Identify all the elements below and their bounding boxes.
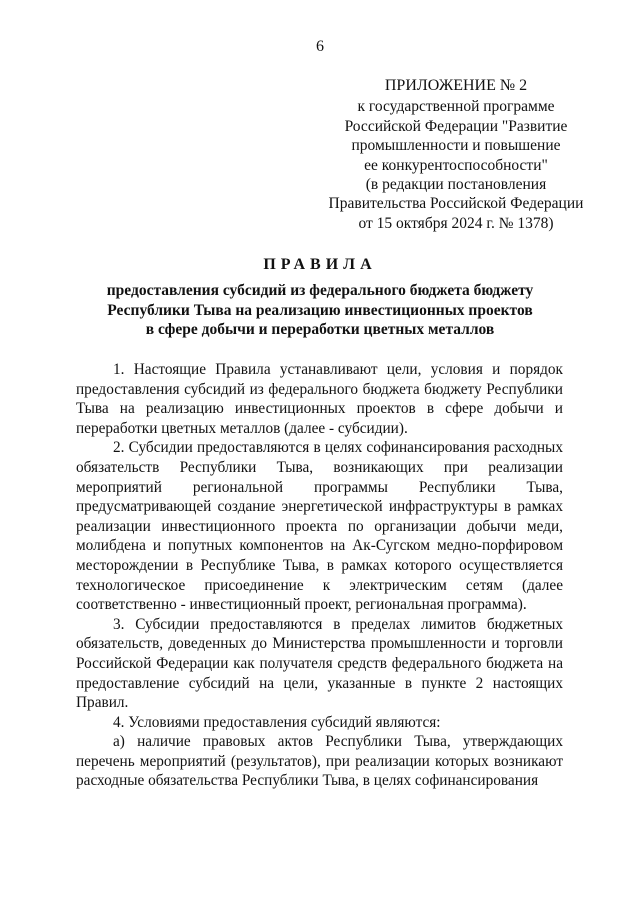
- paragraph-4a: а) наличие правовых актов Республики Тыва, утверждающих перечень мероприятий (результатов), при реализации которых возникают расходные обязательства Республики Тыва, в целях софинансирования: [76, 733, 563, 790]
- appendix-title: ПРИЛОЖЕНИЕ № 2: [384, 77, 528, 94]
- paragraph-4: 4. Условиями предоставления субсидий являются:: [113, 713, 441, 731]
- rules-subtitle-line: в сфере добычи и переработки цветных металлов: [145, 321, 495, 338]
- appendix-line: к государственной программе: [357, 98, 555, 116]
- appendix-line: от 15 октября 2024 г. № 1378): [358, 214, 554, 232]
- appendix-line: Российской Федерации "Развитие: [344, 117, 568, 135]
- appendix-line: ее конкурентоспособности": [364, 156, 548, 174]
- rules-subtitle: [80, 281, 560, 340]
- paragraph-1: 1. Настоящие Правила устанавливают цели, условия и порядок предоставления субсидий из федерального бюджета бюджету Республики Тыва на реализацию инвестиционных проектов в сфере добычи и переработки цветных металлов (далее - субсидии).: [76, 361, 563, 437]
- appendix-line: Правительства Российской Федерации: [328, 195, 584, 213]
- appendix-line: (в редакции постановления: [365, 176, 547, 194]
- rules-title: ПРАВИЛА: [263, 256, 377, 273]
- appendix-header: [290, 76, 622, 233]
- rules-subtitle-line: Республики Тыва на реализацию инвестиционных проектов: [107, 301, 533, 319]
- paragraph-3: 3. Субсидии предоставляются в пределах лимитов бюджетных обязательств, доведенных до Министерства промышленности и торговли Российской Федерации как получателя средств федерального бюджета на предоставление субсидий на цели, указанные в пункте 2 настоящих Правил.: [76, 615, 563, 712]
- rules-subtitle-line: предоставления субсидий из федерального бюджета бюджету: [106, 282, 534, 299]
- document-body: [76, 360, 563, 791]
- appendix-line: промышленности и повышение: [351, 137, 561, 155]
- page-number: 6: [316, 38, 324, 55]
- paragraph-2: 2. Субсидии предоставляются в целях софинансирования расходных обязательств Республики Тыва, возникающих при реализации мероприятий региональной программы Республики Тыва, предусматривающей создание энергетической инфраструктуры в рамках реализации инвестиционного проекта по организации добычи меди, молибдена и попутных компонентов на Ак-Сугском медно-порфировом месторождении в Республике Тыва, в рамках которого осуществляется технологическое присоединение к электрическим сетям (далее соответственно - инвестиционный проект, региональная программа).: [76, 439, 563, 614]
